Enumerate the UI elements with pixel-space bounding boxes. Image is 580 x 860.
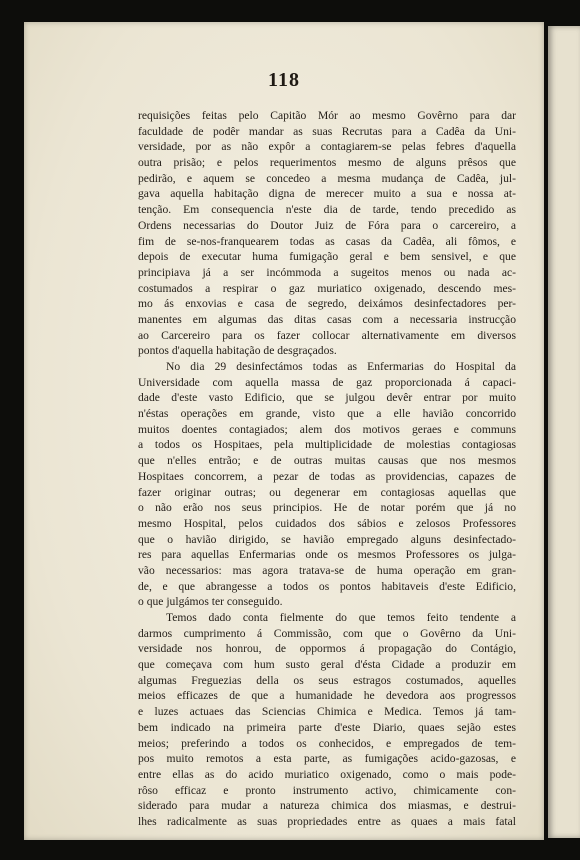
text-line: que começava com hum susto geral d'ésta Cidade a produzir em: [138, 658, 516, 672]
page-number: 118: [268, 69, 300, 91]
text-line: vão necessarios: mas agora tratava-se de huma operação em gran-: [138, 563, 516, 577]
text-line: bem indicado na primeira parte d'este Diario, quaes sejão estes: [138, 720, 516, 734]
text-line: fim de se-nos-franquearem todas as casas da Cadêa, ali fômos, e: [138, 234, 516, 248]
text-line: meios; preferindo a todos os conhecidos, e empregados de tem-: [138, 736, 516, 750]
text-line: manentes em algumas das ditas casas com a necessaria instrucção: [138, 312, 516, 326]
text-line: versidade nos honrou, de oppormos á propagação do Contágio,: [138, 642, 516, 656]
book-page: [24, 22, 544, 840]
text-line: o que julgámos ter conseguido.: [138, 595, 283, 609]
text-line: fazer originar outras; ou degenerar em contagiosas aquellas que: [138, 485, 516, 499]
text-line: darmos cumprimento á Commissão, com que o Govêrno da Uni-: [138, 626, 516, 640]
text-line: a todos os Hospitaes, pela multiplicidade de molestias contagiosas: [138, 438, 516, 452]
text-line: gava aquella habitação digna de merecer muito a sua e nossa at-: [138, 187, 516, 201]
text-line: e luzes actuaes das Sciencias Chimica e Medica. Temos já tam-: [138, 705, 516, 719]
text-line: n'éstas operações em grande, visto que a elle havião concorrido: [138, 407, 516, 421]
text-line: pos muito remotos a esta parte, as fumigações acido-gazosas, e: [138, 752, 516, 766]
text-line: dade d'este vasto Edificio, que se julgou devêr entrar por muito: [138, 391, 516, 405]
page-body-text: [138, 108, 516, 830]
text-line: Universidade com aquella massa de gaz proporcionada á capaci-: [138, 375, 516, 389]
text-line: versidade, por as não expôr a contagiarem-se pelas febres d'aquella: [138, 140, 516, 154]
text-line: pedirão, e aquem se concedeo a mesma mudança de Cadêa, jul-: [138, 171, 516, 185]
text-line: Hospitaes concorrem, a pezar de todas as providencias, capazes de: [138, 469, 516, 483]
text-line: meios efficazes de que a humanidade he devedora aos progressos: [138, 689, 516, 703]
text-line: outra prisão; e pelos requerimentos mesmo de alguns prêsos que: [138, 156, 516, 170]
text-line: Ordens necessarias do Doutor Juiz de Fóra para o carcereiro, a: [138, 218, 516, 232]
text-line: de, e que abrangesse a todos os pontos habitaveis d'este Edificio,: [138, 579, 516, 593]
text-line: principiava já a ser incómmoda a sugeitos menos ou nada ac-: [138, 265, 516, 279]
text-line: siderado para mudar a natureza chimica dos miasmas, e destrui-: [138, 799, 516, 813]
text-line: costumados a respirar o gaz muriatico oxigenado, descendo mes-: [138, 281, 516, 295]
text-line: pontos d'aquella habitação de desgraçados.: [138, 344, 337, 358]
adjacent-page-edge: [548, 26, 580, 838]
text-line: muitos doentes contagiados; alem dos motivos geraes e communs: [138, 422, 516, 436]
text-line: que n'elles entrão; e de outras muitas causas que nos mesmos: [138, 454, 516, 468]
text-line: faculdade de podêr mandar as suas Recrutas para a Cadêa da Uni-: [138, 124, 516, 138]
text-line: que o havião dirigido, se havião empregado alguns desinfectado-: [138, 532, 516, 546]
text-line: ao Carcereiro para os fazer collocar alternativamente em diversos: [138, 328, 516, 342]
text-line: mo ás enxovias e casa de segredo, deixámos desinfectadores per-: [138, 297, 516, 311]
text-line: tenção. Em consequencia n'este dia de tarde, tendo precedido as: [138, 203, 516, 217]
text-line: rôso efficaz e pronto instrumento activo, chimicamente con-: [138, 783, 516, 797]
text-line: o não erão nos seus principios. He de notar porém que já no: [138, 501, 516, 515]
text-line: Temos dado conta fielmente do que temos feito tendente a: [166, 611, 516, 624]
text-line: algumas Freguezias della os seus estragos costumados, aquelles: [138, 673, 516, 687]
text-line: mesmo Hospital, pelos cuidados dos sábios e zelosos Professores: [138, 516, 516, 530]
text-line: requisições feitas pelo Capitão Mór ao mesmo Govêrno para dar: [138, 109, 516, 122]
text-line: entre ellas as do acido muriatico oxigenado, como o mais pode-: [138, 767, 516, 781]
text-line: No dia 29 desinfectámos todas as Enfermarias do Hospital da: [166, 360, 516, 373]
text-line: res para aquellas Enfermarias onde os mesmos Professores os julga-: [138, 548, 516, 562]
text-line: lhes radicalmente as suas propriedades entre as quaes a mais fatal: [138, 814, 516, 828]
text-line: depois de executar huma fumigação geral e bem sensivel, e que: [138, 250, 516, 264]
